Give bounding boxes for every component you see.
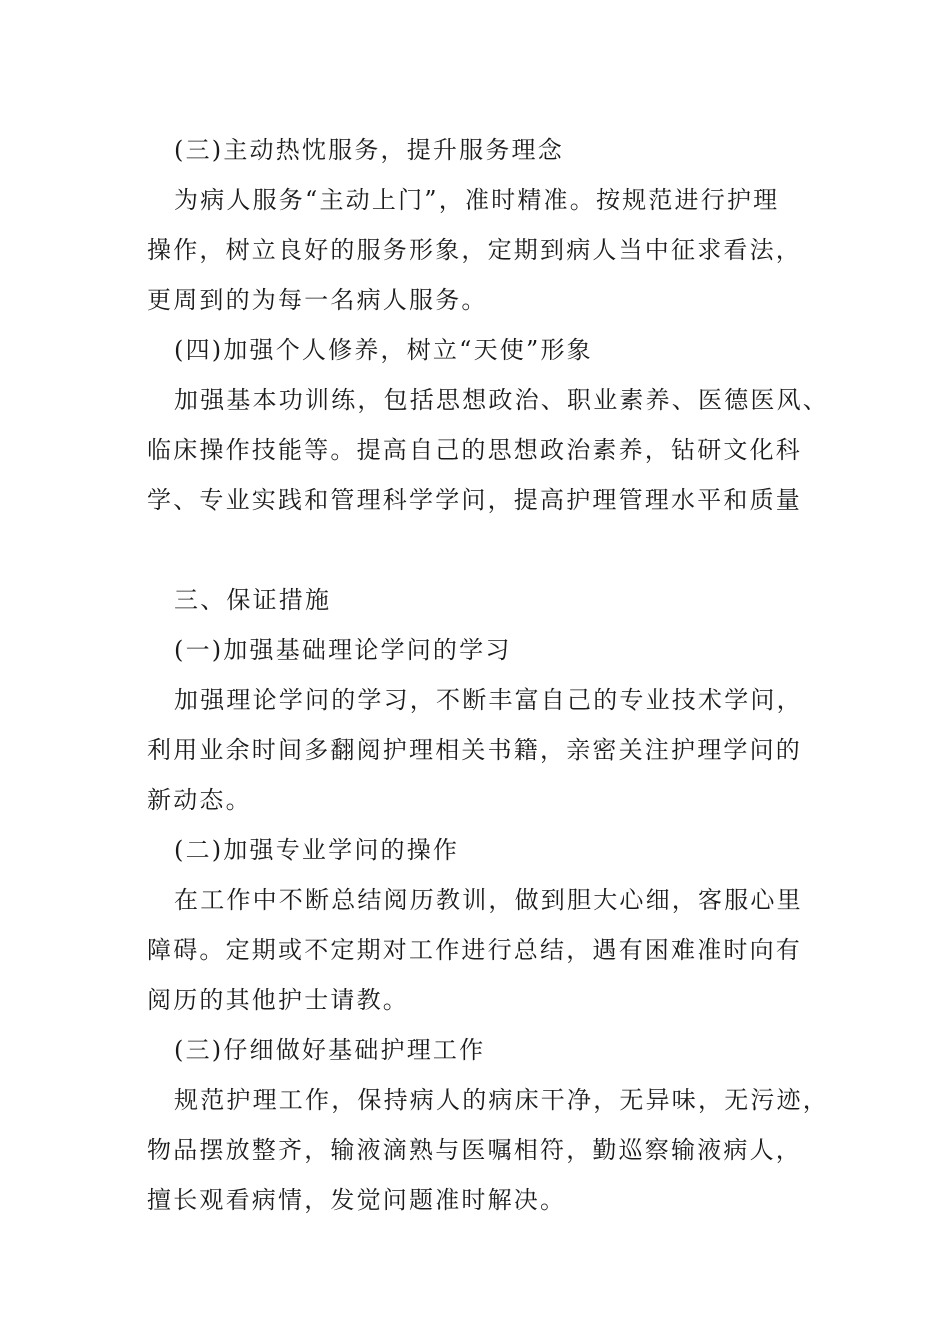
paragraph-line: 物品摆放整齐，输液滴熟与医嘱相符，勤巡察输液病人，: [147, 1136, 802, 1164]
section-heading-3b: (三)仔细做好基础护理工作: [174, 1036, 486, 1064]
section-heading-2: (二)加强专业学问的操作: [174, 836, 460, 864]
paragraph-line: 为病人服务“主动上门”，准时精准。按规范进行护理: [174, 186, 780, 214]
paragraph-line: 在工作中不断总结阅历教训，做到胆大心细，客服心里: [174, 886, 803, 914]
section-heading-4: (四)加强个人修养，树立“天使”形象: [174, 336, 593, 364]
paragraph-line: 阅历的其他护士请教。: [147, 986, 409, 1014]
paragraph-line: 操作，树立良好的服务形象，定期到病人当中征求看法，: [147, 236, 802, 264]
paragraph-line: 学、专业实践和管理科学学问，提高护理管理水平和质量: [147, 486, 802, 514]
paragraph-line: 擅长观看病情，发觉问题准时解决。: [147, 1186, 567, 1214]
paragraph-line: 加强基本功训练，包括思想政治、职业素养、医德医风、: [174, 386, 829, 414]
paragraph-line: 更周到的为每一名病人服务。: [147, 286, 488, 314]
paragraph-line: 规范护理工作，保持病人的病床干净，无异味，无污迹，: [174, 1086, 829, 1114]
paragraph-line: 加强理论学问的学习，不断丰富自己的专业技术学问，: [174, 686, 803, 714]
section-heading-1: (一)加强基础理论学问的学习: [174, 636, 512, 664]
chapter-heading: 三、保证措施: [174, 586, 332, 614]
section-heading-3: (三)主动热忱服务，提升服务理念: [174, 136, 564, 164]
paragraph-line: 障碍。定期或不定期对工作进行总结，遇有困难准时向有: [147, 936, 802, 964]
paragraph-line: 临床操作技能等。提高自己的思想政治素养，钻研文化科: [147, 436, 802, 464]
paragraph-line: 新动态。: [147, 786, 252, 814]
paragraph-line: 利用业余时间多翻阅护理相关书籍，亲密关注护理学问的: [147, 736, 802, 764]
